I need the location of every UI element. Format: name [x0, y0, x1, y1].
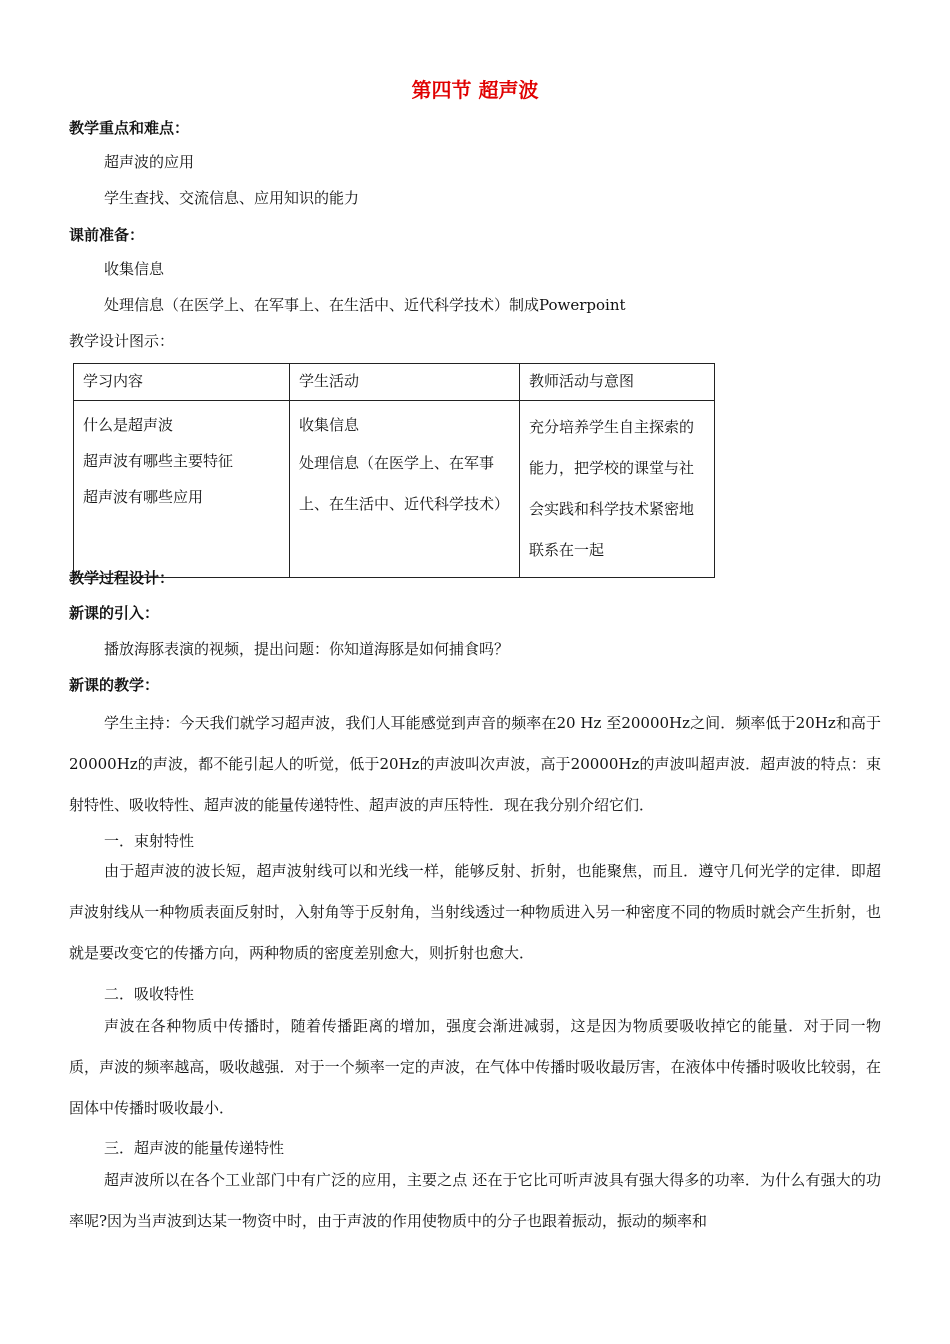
- subheading-beam: 一．束射特性: [104, 832, 195, 850]
- heading-key-points: 教学重点和难点：: [69, 119, 190, 137]
- heading-intro: 新课的引入：: [69, 604, 160, 622]
- table-header-cell: 学习内容: [74, 364, 290, 401]
- table-header-cell: 教师活动与意图: [520, 364, 715, 401]
- cell-line: 超声波有哪些应用: [83, 488, 204, 506]
- key-point-1: 超声波的应用: [104, 153, 195, 171]
- prep-item-2: 处理信息（在医学上、在军事上、在生活中、近代科学技术）制成Powerpoint: [104, 296, 626, 314]
- table-header-cell: 学生活动: [290, 364, 520, 401]
- cell-line: 什么是超声波: [83, 416, 174, 434]
- intro-text: 播放海豚表演的视频，提出问题：你知道海豚是如何捕食吗？: [104, 640, 510, 658]
- paragraph-energy: 超声波所以在各个工业部门中有广泛的应用，主要之点 还在于它比可听声波具有强大得多的功率．为什么有强大的功率呢?因为当声波到达某一物资中时，由于声波的作用使物质中的分子也跟着振动，振动的频率和: [69, 1171, 881, 1230]
- design-label: 教学设计图示：: [69, 332, 175, 350]
- table-cell-content: [74, 401, 290, 578]
- table-cell-intent: 充分培养学生自主探索的能力，把学校的课堂与社会实践和科学技术紧密地联系在一起: [520, 401, 715, 578]
- page-title: 第四节 超声波: [411, 78, 539, 102]
- heading-teaching: 新课的教学：: [69, 676, 160, 694]
- cell-line: 处理信息（在医学上、在军事上、在生活中、近代科学技术）: [299, 454, 510, 513]
- cell-line: 超声波有哪些主要特征: [83, 452, 234, 470]
- design-table: [73, 363, 715, 578]
- table-cell-activity: [290, 401, 520, 578]
- heading-process: 教学过程设计：: [69, 569, 175, 587]
- subheading-absorption: 二．吸收特性: [104, 985, 195, 1003]
- subheading-energy: 三．超声波的能量传递特性: [104, 1139, 285, 1157]
- paragraph-absorption: 声波在各种物质中传播时，随着传播距离的增加，强度会渐进减弱，这是因为物质要吸收掉它的能量．对于同一物质，声波的频率越高，吸收越强．对于一个频率一定的声波，在气体中传播时吸收最厉害，在液体中传播时吸收比较弱，在固体中传播时吸收最小．: [69, 1017, 881, 1117]
- table-header-row: [74, 364, 715, 401]
- table-row: [74, 401, 715, 578]
- paragraph-beam: 由于超声波的波长短，超声波射线可以和光线一样，能够反射、折射，也能聚焦，而且．遵守几何光学的定律．即超声波射线从一种物质表面反射时，入射角等于反射角，当射线透过一种物质进入另一种密度不同的物质时就会产生折射，也就是要改变它的传播方向，两种物质的密度差别愈大，则折射也愈大．: [69, 862, 881, 962]
- key-point-2: 学生查找、交流信息、应用知识的能力: [104, 189, 360, 207]
- heading-preparation: 课前准备：: [69, 226, 145, 244]
- prep-item-1: 收集信息: [104, 260, 165, 278]
- cell-line: 收集信息: [299, 416, 360, 434]
- paragraph-intro-host: 学生主持：今天我们就学习超声波，我们人耳能感觉到声音的频率在20 Hz 至20000Hz之间．频率低于20Hz和高于20000Hz的声波，都不能引起人的听觉，低于20Hz的声波叫次声波，高于20000Hz的声波叫超声波．超声波的特点：束射特性、吸收特性、超声波的能量传递特性、超声波的声压特性．现在我分别介绍它们．: [69, 714, 881, 814]
